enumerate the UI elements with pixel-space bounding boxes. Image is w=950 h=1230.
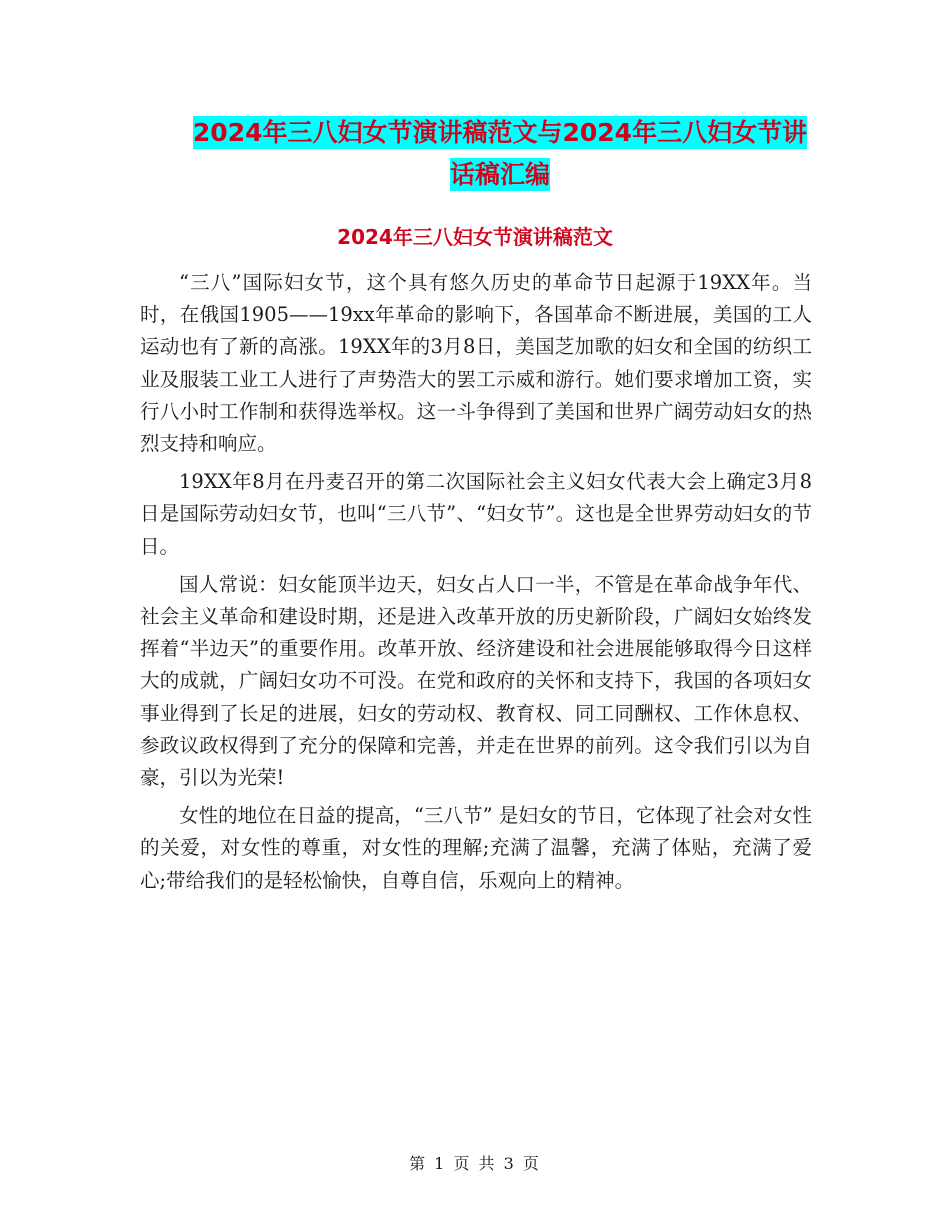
document-title-line-2: 话稿汇编 <box>449 160 550 189</box>
page-number-footer: 第 1 页 共 3 页 <box>409 1154 541 1173</box>
document-title <box>140 112 860 196</box>
section-title: 2024年三八妇女节演讲稿范文 <box>337 225 613 249</box>
document-title-line-1: 2024年三八妇女节演讲稿范文与2024年三八妇女节讲 <box>192 118 808 147</box>
paragraph: 女性的地位在日益的提高，“三八节” 是妇女的节日，它体现了社会对女性的关爱，对女性的尊重，对女性的理解;充满了温馨，充满了体贴，充满了爱心;带给我们的是轻松愉快，自尊自信，乐观向上的精神。 <box>140 804 812 892</box>
document-body <box>140 267 812 897</box>
paragraph: 19XX年8月在丹麦召开的第二次国际社会主义妇女代表大会上确定3月8日是国际劳动妇女节，也叫“三八节”、“妇女节”。这也是全世界劳动妇女的节日。 <box>140 470 812 558</box>
paragraph: “三八”国际妇女节，这个具有悠久历史的革命节日起源于19XX年。当时，在俄国1905——19xx年革命的影响下，各国革命不断进展，美国的工人运动也有了新的高涨。19XX年的3月8日，美国芝加歌的妇女和全国的纺织工业及服装工业工人进行了声势浩大的罢工示威和游行。她们要求增加工资，实行八小时工作制和获得选举权。这一斗争得到了美国和世界广阔劳动妇女的热烈支持和响应。 <box>140 271 812 456</box>
paragraph: 国人常说：妇女能顶半边天，妇女占人口一半，不管是在革命战争年代、社会主义革命和建设时期，还是进入改革开放的历史新阶段，广阔妇女始终发挥着“半边天”的重要作用。改革开放、经济建设和社会进展能够取得今日这样大的成就，广阔妇女功不可没。在党和政府的关怀和支持下，我国的各项妇女事业得到了长足的进展，妇女的劳动权、教育权、同工同酬权、工作休息权、参政议政权得到了充分的保障和完善，并走在世界的前列。这令我们引以为自豪，引以为光荣! <box>140 572 812 790</box>
